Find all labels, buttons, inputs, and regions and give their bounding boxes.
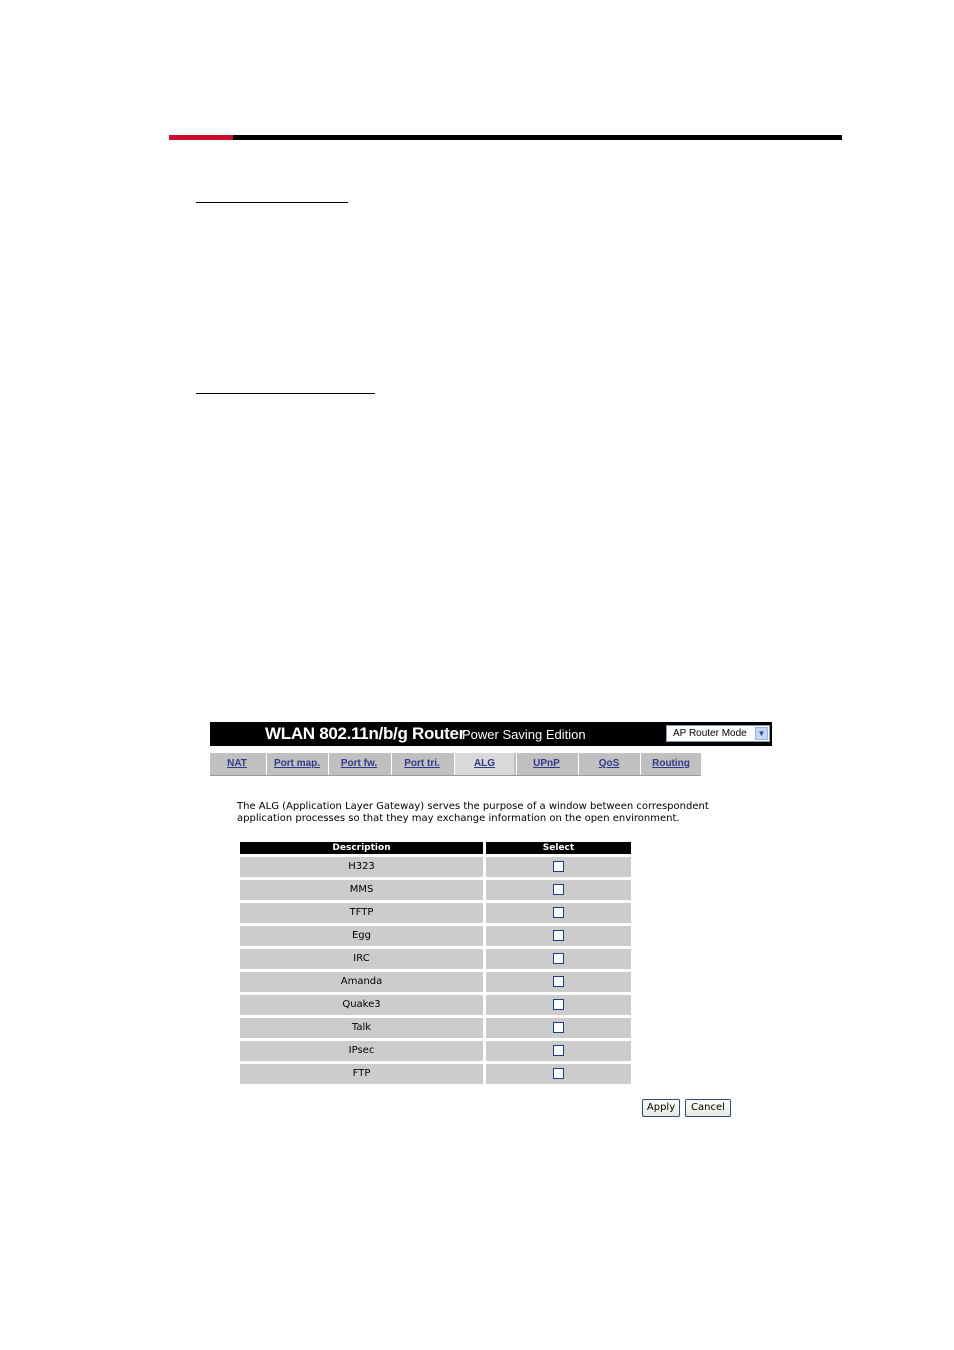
row-select-cell <box>486 972 631 992</box>
row-description: IPsec <box>240 1041 483 1061</box>
apply-button[interactable]: Apply <box>642 1099 680 1117</box>
tab-nat[interactable]: NAT <box>227 758 247 769</box>
column-header-select: Select <box>486 842 631 854</box>
alg-intro-text: The ALG (Application Layer Gateway) serves the purpose of a window between correspondent application processes so that they may exchange information on the open environment. <box>237 801 709 824</box>
table-row <box>240 857 631 877</box>
header-rule-accent <box>169 135 233 140</box>
row-description: Amanda <box>240 972 483 992</box>
row-select-cell <box>486 903 631 923</box>
cancel-button[interactable]: Cancel <box>685 1099 731 1117</box>
checkbox-h323[interactable] <box>553 861 564 872</box>
checkbox-tftp[interactable] <box>553 907 564 918</box>
row-select-cell <box>486 995 631 1015</box>
checkbox-mms[interactable] <box>553 884 564 895</box>
row-select-cell <box>486 949 631 969</box>
checkbox-amanda[interactable] <box>553 976 564 987</box>
table-row <box>240 1018 631 1038</box>
table-row <box>240 995 631 1015</box>
tab-port-map[interactable]: Port map. <box>266 753 327 775</box>
row-description: Egg <box>240 926 483 946</box>
row-select-cell <box>486 880 631 900</box>
checkbox-egg[interactable] <box>553 930 564 941</box>
table-row <box>240 903 631 923</box>
column-header-description: Description <box>240 842 483 854</box>
mode-select[interactable] <box>666 725 770 742</box>
router-banner <box>210 722 772 746</box>
tab-upnp[interactable]: UPnP <box>516 753 576 775</box>
row-select-cell <box>486 1018 631 1038</box>
row-description: TFTP <box>240 903 483 923</box>
row-select-cell <box>486 926 631 946</box>
section-heading-underline-1 <box>196 202 348 203</box>
checkbox-irc[interactable] <box>553 953 564 964</box>
checkbox-talk[interactable] <box>553 1022 564 1033</box>
tab-qos[interactable]: QoS <box>578 753 639 775</box>
row-select-cell <box>486 1041 631 1061</box>
row-description: MMS <box>240 880 483 900</box>
table-row <box>240 1064 631 1084</box>
banner-title: WLAN 802.11n/b/g Router <box>265 724 465 743</box>
row-description: IRC <box>240 949 483 969</box>
row-description: H323 <box>240 857 483 877</box>
row-description: Quake3 <box>240 995 483 1015</box>
row-description: Talk <box>240 1018 483 1038</box>
tab-port-tri[interactable]: Port tri. <box>391 753 452 775</box>
table-row <box>240 1041 631 1061</box>
tab-bar <box>210 753 701 776</box>
table-row <box>240 926 631 946</box>
checkbox-quake3[interactable] <box>553 999 564 1010</box>
row-description: FTP <box>240 1064 483 1084</box>
mode-select-value: AP Router Mode <box>673 728 747 739</box>
tab-port-fw[interactable]: Port fw. <box>328 753 389 775</box>
chevron-down-icon[interactable]: ▼ <box>755 727 768 740</box>
table-row <box>240 949 631 969</box>
table-row <box>240 880 631 900</box>
checkbox-ipsec[interactable] <box>553 1045 564 1056</box>
tab-alg[interactable]: ALG <box>454 753 514 775</box>
header-rule <box>233 135 842 140</box>
banner-subtitle: Power Saving Edition <box>462 727 586 742</box>
row-select-cell <box>486 857 631 877</box>
tab-routing[interactable]: Routing <box>640 753 701 775</box>
row-select-cell <box>486 1064 631 1084</box>
checkbox-ftp[interactable] <box>553 1068 564 1079</box>
section-heading-underline-2 <box>196 393 375 394</box>
table-row <box>240 972 631 992</box>
